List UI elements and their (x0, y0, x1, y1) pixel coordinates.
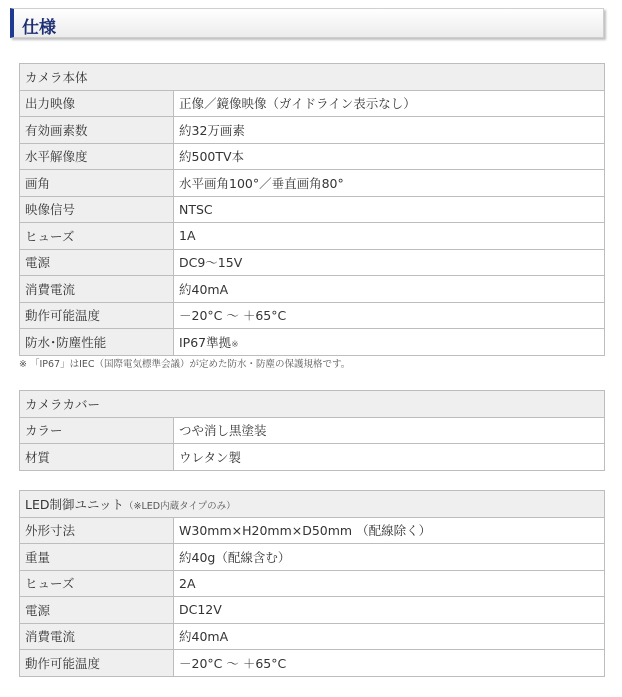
footnote-mark: ※ (231, 339, 239, 350)
row-value: 約40g（配線含む） (174, 544, 605, 571)
row-label: 動作可能温度 (20, 650, 174, 677)
row-value: 約500TV本 (174, 143, 605, 170)
table-row (20, 650, 605, 677)
row-label: 動作可能温度 (20, 302, 174, 329)
table-title: カメラカバー (20, 391, 605, 418)
section-title: 仕様 (22, 18, 56, 38)
row-value: 2A (174, 570, 605, 597)
table-row (20, 196, 605, 223)
table-row (20, 143, 605, 170)
row-label: 電源 (20, 249, 174, 276)
table-row (20, 444, 605, 471)
table-title-note: （※LED内蔵タイプのみ） (124, 500, 236, 512)
table-title (20, 491, 605, 518)
row-value: 1A (174, 223, 605, 250)
row-label: 消費電流 (20, 623, 174, 650)
camera-cover-table (19, 390, 605, 471)
row-label: ヒューズ (20, 223, 174, 250)
row-value: 正像／鏡像映像（ガイドライン表示なし） (174, 90, 605, 117)
footnote: ※ 「IP67」はIEC（国際電気標準会議）が定めた防水・防塵の保護規格です。 (19, 359, 351, 370)
table-row (20, 223, 605, 250)
table-row (20, 544, 605, 571)
table-title: カメラ本体 (20, 64, 605, 91)
row-label: 重量 (20, 544, 174, 571)
row-value: W30mm×H20mm×D50mm （配線除く） (174, 517, 605, 544)
table-row (20, 302, 605, 329)
row-value: DC12V (174, 597, 605, 624)
table-row (20, 570, 605, 597)
row-label: 防水･防塵性能 (20, 329, 174, 356)
table-row (20, 623, 605, 650)
table-row (20, 597, 605, 624)
row-label: 有効画素数 (20, 117, 174, 144)
row-label: カラー (20, 417, 174, 444)
row-value: NTSC (174, 196, 605, 223)
table-title-text: LED制御ユニット (25, 496, 124, 512)
row-value: －20°C ～ ＋65°C (174, 302, 605, 329)
row-value: 約40mA (174, 276, 605, 303)
table-row (20, 249, 605, 276)
led-unit-table (19, 490, 605, 677)
row-label: 外形寸法 (20, 517, 174, 544)
row-value: ウレタン製 (174, 444, 605, 471)
row-value: 水平画角100°／垂直画角80° (174, 170, 605, 197)
row-label: 電源 (20, 597, 174, 624)
row-label: 材質 (20, 444, 174, 471)
value-text: IP67準拠 (179, 334, 232, 350)
row-label: ヒューズ (20, 570, 174, 597)
table-row (20, 117, 605, 144)
table-row (20, 417, 605, 444)
table-row (20, 170, 605, 197)
table-row (20, 329, 605, 356)
table-row (20, 90, 605, 117)
row-label: 消費電流 (20, 276, 174, 303)
row-label: 映像信号 (20, 196, 174, 223)
table-row (20, 517, 605, 544)
row-value (174, 329, 605, 356)
table-row (20, 276, 605, 303)
row-label: 水平解像度 (20, 143, 174, 170)
row-label: 出力映像 (20, 90, 174, 117)
row-value: DC9～15V (174, 249, 605, 276)
row-value: 約32万画素 (174, 117, 605, 144)
row-value: つや消し黒塗装 (174, 417, 605, 444)
row-label: 画角 (20, 170, 174, 197)
section-header (10, 8, 604, 38)
camera-body-table (19, 63, 605, 356)
row-value: 約40mA (174, 623, 605, 650)
row-value: －20°C ～ ＋65°C (174, 650, 605, 677)
